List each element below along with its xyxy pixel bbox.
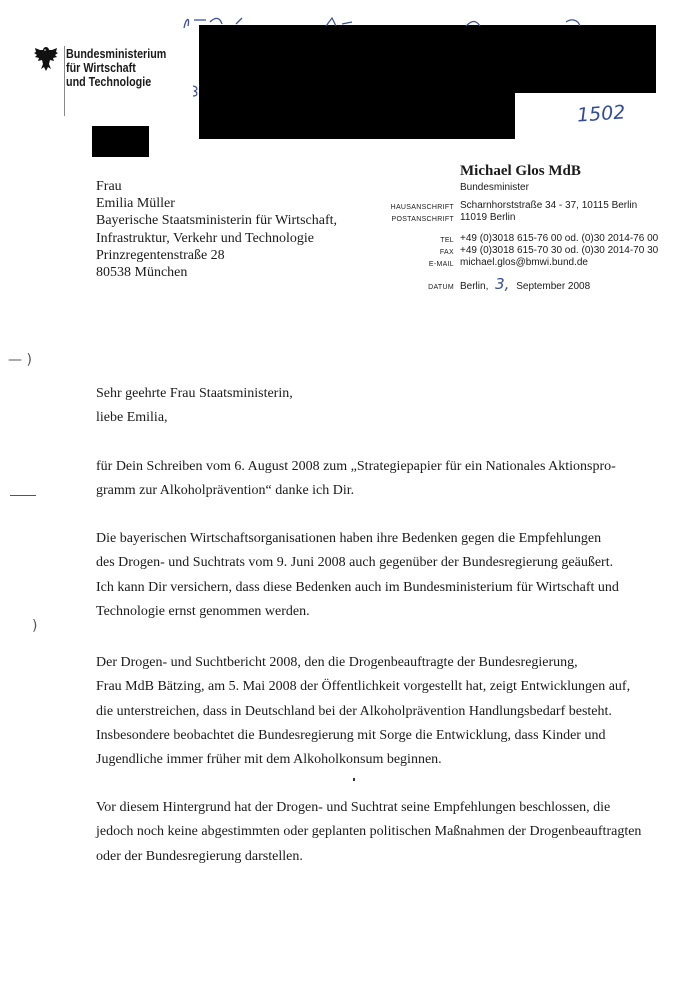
ministry-line: Bundesministerium [66,47,167,61]
redaction-block-middle [199,92,515,139]
email-label: E-MAIL [428,261,454,268]
paragraph-line: für Dein Schreiben vom 6. August 2008 zum „Strategiepapier für ein Nationales Aktionspro- [96,459,616,474]
postanschrift-label: POSTANSCHRIFT [391,216,454,223]
paragraph-3 [96,651,656,772]
sender-title: Bundesminister [460,182,529,193]
paragraph-line: jedoch noch keine abgestimmten oder geplanten politischen Maßnahmen der Drogenbeauftragten [96,824,642,840]
handwritten-scribble [176,12,656,32]
paragraph-line: oder der Bundesregierung darstellen. [96,848,303,864]
paragraph-line: gramm zur Alkoholprävention“ danke ich Dir. [96,483,355,499]
redaction-block-left [92,126,149,157]
date-prefix: Berlin, [460,281,489,292]
recipient-line: 80538 München [96,265,188,281]
punch-mark: — ) [8,352,32,368]
postanschrift-value: 11019 Berlin [460,212,516,223]
paragraph-2 [96,527,656,624]
recipient-line: Infrastruktur, Verkehr und Technologie [96,230,314,246]
hausanschrift-value: Scharnhorststraße 34 - 37, 10115 Berlin [460,200,638,211]
punch-mark-lower: ) [32,618,38,634]
paragraph-line: Vor diesem Hintergrund hat der Drogen- und Suchtrat seine Empfehlungen beschlossen, die [96,800,611,815]
paragraph-line: Jugendliche immer früher mit dem Alkoholkonsum beginnen. [96,752,442,768]
salutation-line: liebe Emilia, [96,410,168,426]
salutation-line: Sehr geehrte Frau Staatsministerin, [96,386,293,401]
paragraph-line: die unterstreichen, dass in Deutschland bei der Alkoholprävention Handlungsbedarf besteht. [96,703,612,719]
letterhead-divider [64,46,65,116]
sender-name: Michael Glos MdB [460,163,581,179]
paragraph-line: Insbesondere beobachtet die Bundesregierung mit Sorge die Entwicklung, dass Kinder und [96,727,606,743]
fax-label: FAX [439,249,454,256]
recipient-line: Prinzregentenstraße 28 [96,247,225,263]
paragraph-line: Die bayerischen Wirtschaftsorganisationen haben ihre Bedenken gegen die Empfehlungen [96,531,602,546]
handwritten-mark-left [190,84,200,98]
recipient-line: Emilia Müller [96,196,175,212]
paragraph-4 [96,796,656,869]
date-value [460,275,591,293]
date-label: DATUM [428,284,454,291]
paragraph-1 [96,455,656,504]
recipient-address [96,178,337,281]
tel-value: +49 (0)3018 615-76 00 od. (0)30 2014-76 00 [460,233,659,244]
ministry-line: für Wirtschaft [66,61,136,75]
paragraph-line: des Drogen- und Suchtrats vom 9. Juni 2008 auch gegenüber der Bundesregierung geäußert. [96,555,614,571]
paragraph-line: Technologie ernst genommen werden. [96,603,310,619]
paragraph-line: Frau MdB Bätzing, am 5. Mai 2008 der Öffentlichkeit vorgestellt hat, zeigt Entwicklungen auf, [96,679,631,695]
salutation [96,382,656,431]
date-suffix: September 2008 [516,281,591,292]
federal-eagle-logo [31,44,61,74]
redaction-block-top [199,25,656,93]
fold-mark [10,495,36,496]
date-handwritten-day: 3, [495,275,510,293]
handwritten-reference-number: 1502 [576,101,627,127]
recipient-line: Frau [96,179,122,194]
paragraph-line: Der Drogen- und Suchtbericht 2008, den die Drogenbeauftragte der Bundesregierung, [96,655,578,670]
ministry-line: und Technologie [66,75,152,89]
tel-label: TEL [440,237,454,244]
recipient-line: Bayerische Staatsministerin für Wirtschaft, [96,213,338,229]
stray-dot [353,778,355,781]
hausanschrift-label: HAUSANSCHRIFT [390,204,454,211]
fax-value: +49 (0)3018 615-70 30 od. (0)30 2014-70 30 [460,245,659,256]
email-value: michael.glos@bmwi.bund.de [460,257,588,268]
ministry-name [66,47,166,89]
paragraph-line: Ich kann Dir versichern, dass diese Bedenken auch im Bundesministerium für Wirtschaft und [96,579,619,595]
